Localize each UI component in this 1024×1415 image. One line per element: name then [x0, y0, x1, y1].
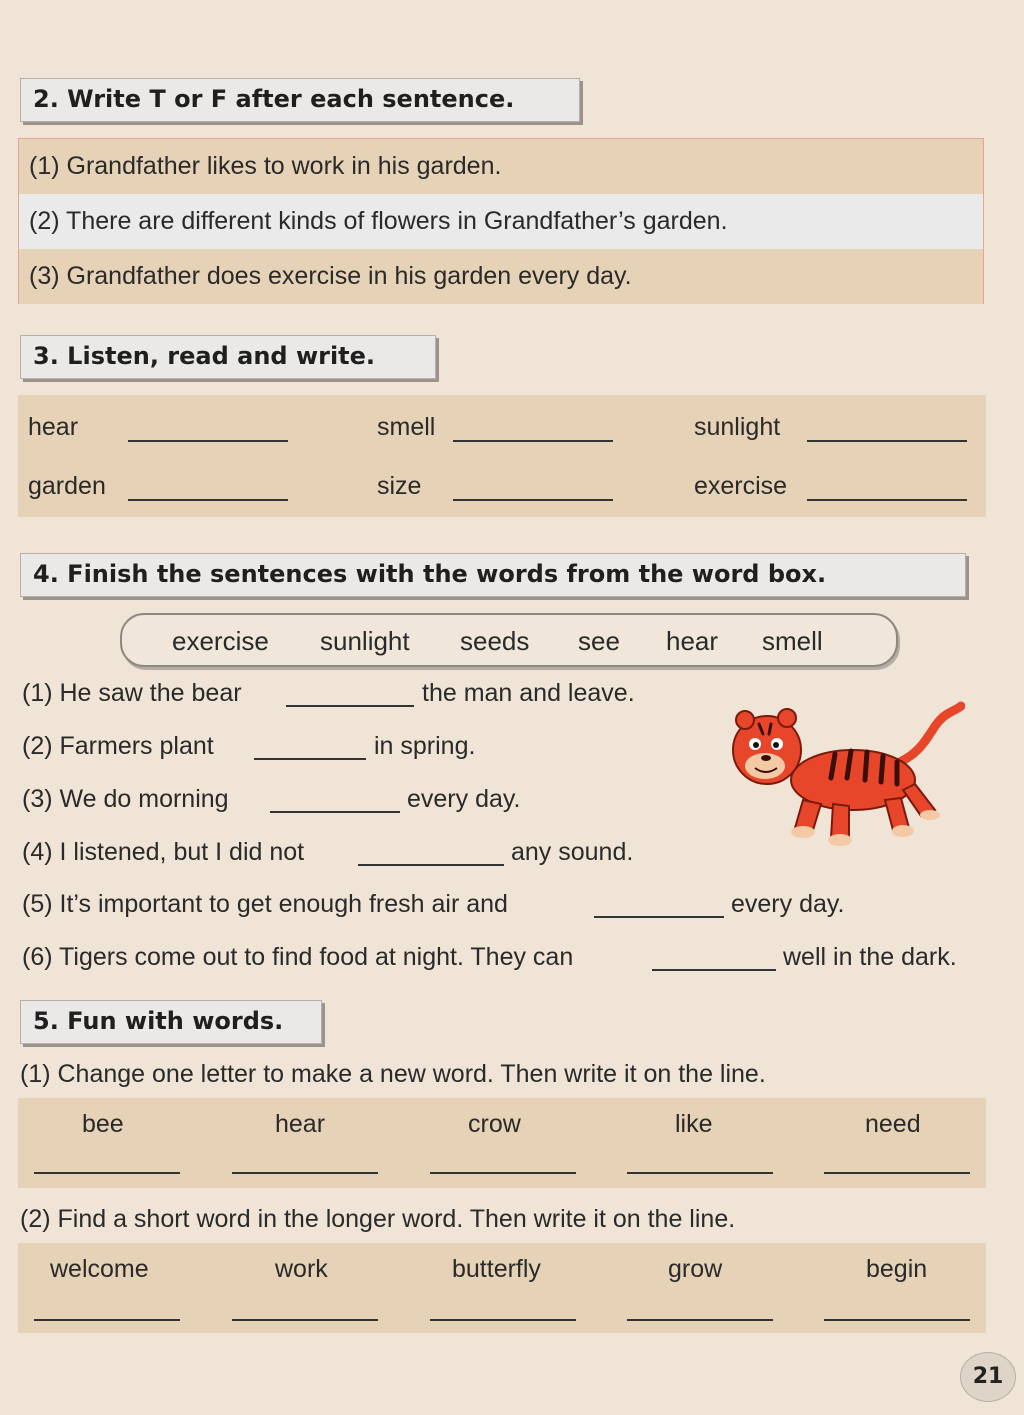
- answer-line[interactable]: [824, 1172, 970, 1174]
- word-size: size: [377, 472, 422, 500]
- sentence-3-blank[interactable]: [270, 811, 400, 813]
- sentence-1-blank[interactable]: [286, 705, 414, 707]
- sentence-2-end: in spring.: [374, 732, 476, 760]
- sentence-3-start: (3) We do morning: [22, 785, 229, 813]
- word-garden: garden: [28, 472, 106, 500]
- sentence-4-start: (4) I listened, but I did not: [22, 838, 305, 866]
- true-false-box: [18, 138, 984, 304]
- sentence-5-blank[interactable]: [594, 916, 724, 918]
- answer-line[interactable]: [807, 440, 967, 442]
- section-3-heading: 3. Listen, read and write.: [20, 335, 436, 379]
- sentence-1-start: (1) He saw the bear: [22, 679, 242, 707]
- sentence-1-end: the man and leave.: [422, 679, 635, 707]
- sentence-5-start: (5) It’s important to get enough fresh air and: [22, 890, 508, 918]
- answer-line[interactable]: [232, 1172, 378, 1174]
- answer-line[interactable]: [430, 1172, 576, 1174]
- answer-line[interactable]: [430, 1319, 576, 1321]
- sentence-6-start: (6) Tigers come out to find food at night. They can: [22, 943, 574, 971]
- section-4-heading: 4. Finish the sentences with the words from the word box.: [20, 553, 966, 597]
- sentence-2-blank[interactable]: [254, 758, 366, 760]
- tf-sentence-2: (2) There are different kinds of flowers in Grandfather’s garden.: [19, 194, 983, 249]
- sentence-5-end: every day.: [731, 890, 845, 918]
- change-word-like: like: [675, 1110, 713, 1138]
- change-word-need: need: [865, 1110, 921, 1138]
- answer-line[interactable]: [453, 499, 613, 501]
- word-sunlight: sunlight: [694, 413, 781, 441]
- change-word-bee: bee: [82, 1110, 124, 1138]
- long-word-work: work: [275, 1255, 328, 1283]
- word-box-item: sunlight: [320, 626, 410, 656]
- answer-line[interactable]: [807, 499, 967, 501]
- tf-sentence-1: (1) Grandfather likes to work in his garden.: [19, 139, 983, 194]
- answer-line[interactable]: [824, 1319, 970, 1321]
- change-letter-band: [18, 1098, 986, 1188]
- word-exercise: exercise: [694, 472, 788, 500]
- answer-line[interactable]: [627, 1319, 773, 1321]
- word-box-item: hear: [666, 626, 719, 656]
- sentence-4-blank[interactable]: [358, 864, 504, 866]
- answer-line[interactable]: [34, 1172, 180, 1174]
- word-box: [120, 613, 898, 667]
- long-word-welcome: welcome: [50, 1255, 149, 1283]
- word-box-item: seeds: [460, 626, 530, 656]
- sentence-6-blank[interactable]: [652, 969, 776, 971]
- answer-line[interactable]: [34, 1319, 180, 1321]
- section-5-heading: 5. Fun with words.: [20, 1000, 322, 1044]
- answer-line[interactable]: [453, 440, 613, 442]
- word-smell: smell: [377, 413, 436, 441]
- sentence-2-start: (2) Farmers plant: [22, 732, 214, 760]
- word-box-item: smell: [762, 626, 823, 656]
- sentence-4-end: any sound.: [511, 838, 634, 866]
- change-word-crow: crow: [468, 1110, 521, 1138]
- short-word-band: [18, 1243, 986, 1333]
- answer-line[interactable]: [128, 440, 288, 442]
- part-1-instruction: (1) Change one letter to make a new word. Then write it on the line.: [20, 1060, 766, 1088]
- tf-sentence-3: (3) Grandfather does exercise in his garden every day.: [19, 249, 983, 304]
- change-word-hear: hear: [275, 1110, 326, 1138]
- sentence-6-end: well in the dark.: [783, 943, 957, 971]
- answer-line[interactable]: [232, 1319, 378, 1321]
- tiger-icon: [725, 700, 965, 850]
- page-number: 21: [960, 1352, 1016, 1402]
- word-box-item: exercise: [172, 626, 269, 656]
- answer-line[interactable]: [128, 499, 288, 501]
- long-word-butterfly: butterfly: [452, 1255, 541, 1283]
- long-word-begin: begin: [866, 1255, 928, 1283]
- sentence-3-end: every day.: [407, 785, 521, 813]
- listen-words-band: [18, 395, 986, 517]
- word-box-item: see: [578, 626, 620, 656]
- long-word-grow: grow: [668, 1255, 723, 1283]
- part-2-instruction: (2) Find a short word in the longer word. Then write it on the line.: [20, 1205, 736, 1233]
- section-2-heading: 2. Write T or F after each sentence.: [20, 78, 580, 122]
- word-hear: hear: [28, 413, 79, 441]
- answer-line[interactable]: [627, 1172, 773, 1174]
